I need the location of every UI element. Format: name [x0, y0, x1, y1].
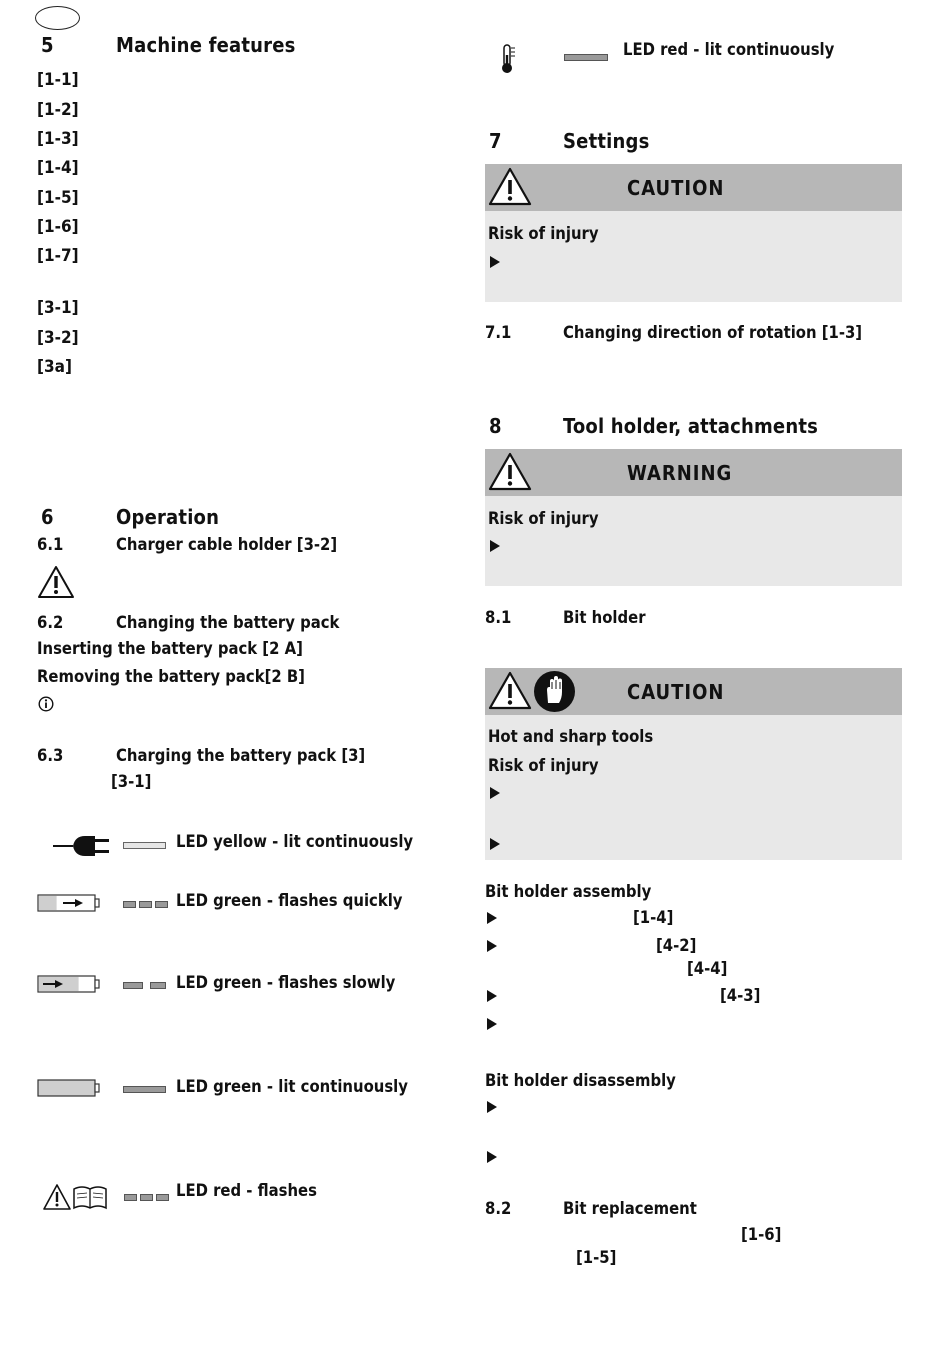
section-8-1-number: 8.1 [485, 608, 512, 627]
ref-1-5: [1-5] [37, 188, 79, 208]
section-6-number: 6 [41, 505, 54, 529]
ref-1-7: [1-7] [37, 246, 79, 266]
warning-title: WARNING [627, 461, 733, 485]
section-7-number: 7 [489, 129, 502, 153]
led-red-continuous-label: LED red - lit continuously [623, 40, 835, 59]
warning-risk-text: Risk of injury [488, 509, 599, 528]
caution-box-bit-holder [485, 668, 902, 860]
ref-3-1: [3-1] [37, 298, 79, 318]
battery-charging-almost-icon [37, 975, 101, 993]
ref-1-6: [1-6] [37, 217, 79, 237]
ref-3a: [3a] [37, 357, 72, 377]
led-green-slow-bar-2 [150, 982, 166, 989]
ref-1-4: [1-4] [37, 158, 79, 178]
warning-triangle-icon [37, 565, 75, 599]
bullet-arrow-icon [490, 838, 500, 850]
section-6-2-title: Changing the battery pack [116, 613, 340, 632]
section-8-2-number: 8.2 [485, 1199, 512, 1218]
section-8-title: Tool holder, attachments [563, 414, 819, 438]
battery-charging-icon [37, 894, 101, 912]
led-yellow-continuous-label: LED yellow - lit continuously [176, 832, 414, 851]
section-8-1-title: Bit holder [563, 608, 646, 627]
ref-1-4-inline: [1-4] [633, 908, 674, 927]
bullet-arrow-icon [487, 1101, 497, 1113]
bullet-arrow-icon [487, 990, 497, 1002]
ref-1-1: [1-1] [37, 70, 79, 90]
section-6-title: Operation [116, 505, 220, 529]
inserting-battery-heading: Inserting the battery pack [2 A] [37, 639, 303, 658]
led-green-continuous-bar [123, 1086, 166, 1093]
led-red-flash-bar-2 [140, 1194, 153, 1201]
section-7-1-title: Changing direction of rotation [1-3] [563, 323, 863, 342]
plug-icon [53, 833, 111, 859]
led-green-quick-bar-2 [139, 901, 152, 908]
bullet-arrow-icon [487, 1018, 497, 1030]
led-green-slow-label: LED green - flashes slowly [176, 973, 396, 992]
ref-3-1-inline: [3-1] [111, 772, 152, 791]
bullet-arrow-icon [490, 540, 500, 552]
section-6-3-number: 6.3 [37, 746, 64, 765]
warning-triangle-icon [488, 671, 532, 710]
bullet-arrow-icon [490, 787, 500, 799]
caution-risk-text: Risk of injury [488, 756, 599, 775]
caution-box-settings [485, 164, 902, 302]
led-green-quick-bar-1 [123, 901, 136, 908]
section-5-number: 5 [41, 33, 54, 57]
ref-3-2: [3-2] [37, 328, 79, 348]
led-green-quick-bar-3 [155, 901, 168, 908]
bit-holder-assembly-heading: Bit holder assembly [485, 882, 652, 901]
caution-title: CAUTION [627, 176, 725, 200]
ref-4-4-inline: [4-4] [687, 959, 728, 978]
warning-read-manual-icon [43, 1183, 109, 1211]
section-5-title: Machine features [116, 33, 296, 57]
bullet-arrow-icon [487, 1151, 497, 1163]
led-green-continuous-label: LED green - lit continuously [176, 1077, 408, 1096]
section-7-1-number: 7.1 [485, 323, 512, 342]
caution-risk-text: Risk of injury [488, 224, 599, 243]
warning-box-tool-holder [485, 449, 902, 586]
led-yellow-continuous-bar [123, 842, 166, 849]
led-red-flash-label: LED red - flashes [176, 1181, 317, 1200]
ref-1-5-inline: [1-5] [576, 1248, 617, 1267]
led-red-flash-bar-3 [156, 1194, 169, 1201]
protective-gloves-icon [533, 670, 576, 713]
battery-full-icon [37, 1079, 101, 1097]
ref-1-3: [1-3] [37, 129, 79, 149]
warning-triangle-icon [488, 167, 532, 206]
ref-4-2-inline: [4-2] [656, 936, 697, 955]
ref-1-6-inline: [1-6] [741, 1225, 782, 1244]
removing-battery-heading: Removing the battery pack[2 B] [37, 667, 305, 686]
info-icon [38, 696, 54, 712]
hot-sharp-tools-text: Hot and sharp tools [488, 727, 654, 746]
section-6-3-title: Charging the battery pack [3] [116, 746, 366, 765]
section-6-1-number: 6.1 [37, 535, 64, 554]
ref-4-3-inline: [4-3] [720, 986, 761, 1005]
ref-1-2: [1-2] [37, 100, 79, 120]
section-7-title: Settings [563, 129, 650, 153]
section-6-1-title: Charger cable holder [3-2] [116, 535, 338, 554]
bullet-arrow-icon [490, 256, 500, 268]
led-red-flash-bar-1 [124, 1194, 137, 1201]
thermometer-icon [499, 43, 517, 75]
bullet-arrow-icon [487, 940, 497, 952]
section-6-2-number: 6.2 [37, 613, 64, 632]
led-green-slow-bar-1 [123, 982, 143, 989]
led-red-continuous-bar [564, 54, 608, 61]
bullet-arrow-icon [487, 912, 497, 924]
section-8-number: 8 [489, 414, 502, 438]
page-marker-oval [35, 6, 80, 30]
warning-triangle-icon [488, 452, 532, 491]
caution-title: CAUTION [627, 680, 725, 704]
section-8-2-title: Bit replacement [563, 1199, 697, 1218]
led-green-quick-label: LED green - flashes quickly [176, 891, 403, 910]
bit-holder-disassembly-heading: Bit holder disassembly [485, 1071, 676, 1090]
